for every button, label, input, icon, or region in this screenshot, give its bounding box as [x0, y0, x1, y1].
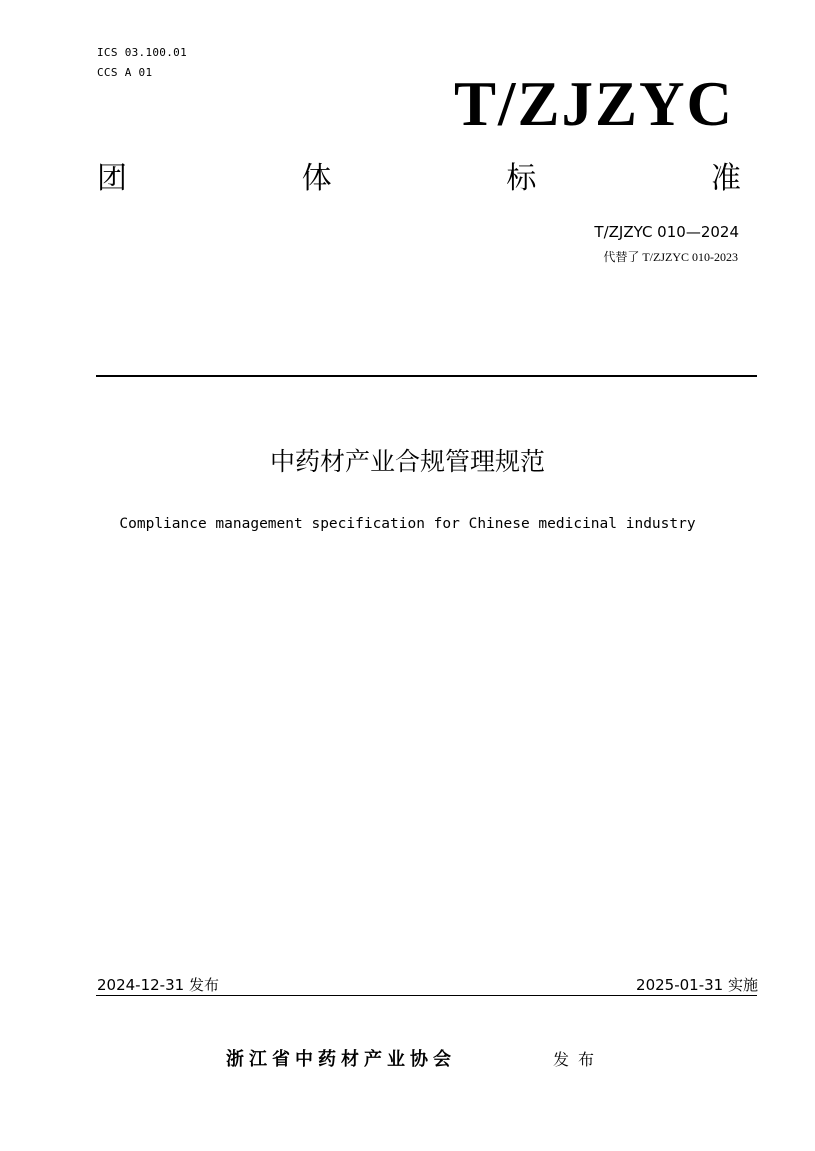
- standard-type-char: 体: [301, 161, 332, 196]
- standard-code-mark: T/ZJZYC: [453, 69, 734, 139]
- implement-date: 2025-01-31 实施: [636, 976, 758, 994]
- standard-number: T/ZJZYC 010—2024: [594, 223, 739, 241]
- top-divider: [96, 375, 757, 377]
- replaces-note: 代替了 T/ZJZYC 010-2023: [603, 250, 738, 264]
- standard-type-char: 团: [97, 161, 127, 196]
- ccs-code: CCS A 01: [97, 66, 153, 79]
- bottom-divider: [96, 995, 757, 996]
- standard-type-char: 准: [710, 161, 741, 196]
- standard-type-heading: [97, 157, 741, 201]
- ics-code: ICS 03.100.01: [97, 46, 187, 59]
- standard-type-char: 标: [506, 161, 537, 196]
- classification-codes: [97, 43, 187, 83]
- issue-word: 发布: [553, 1050, 604, 1069]
- document-title-en: Compliance management specification for Chinese medicinal industry: [119, 516, 696, 532]
- issuer-name: 浙江省中药材产业协会: [226, 1049, 456, 1070]
- publish-date: 2024-12-31 发布: [97, 976, 219, 994]
- document-title-cn: 中药材产业合规管理规范: [269, 447, 545, 476]
